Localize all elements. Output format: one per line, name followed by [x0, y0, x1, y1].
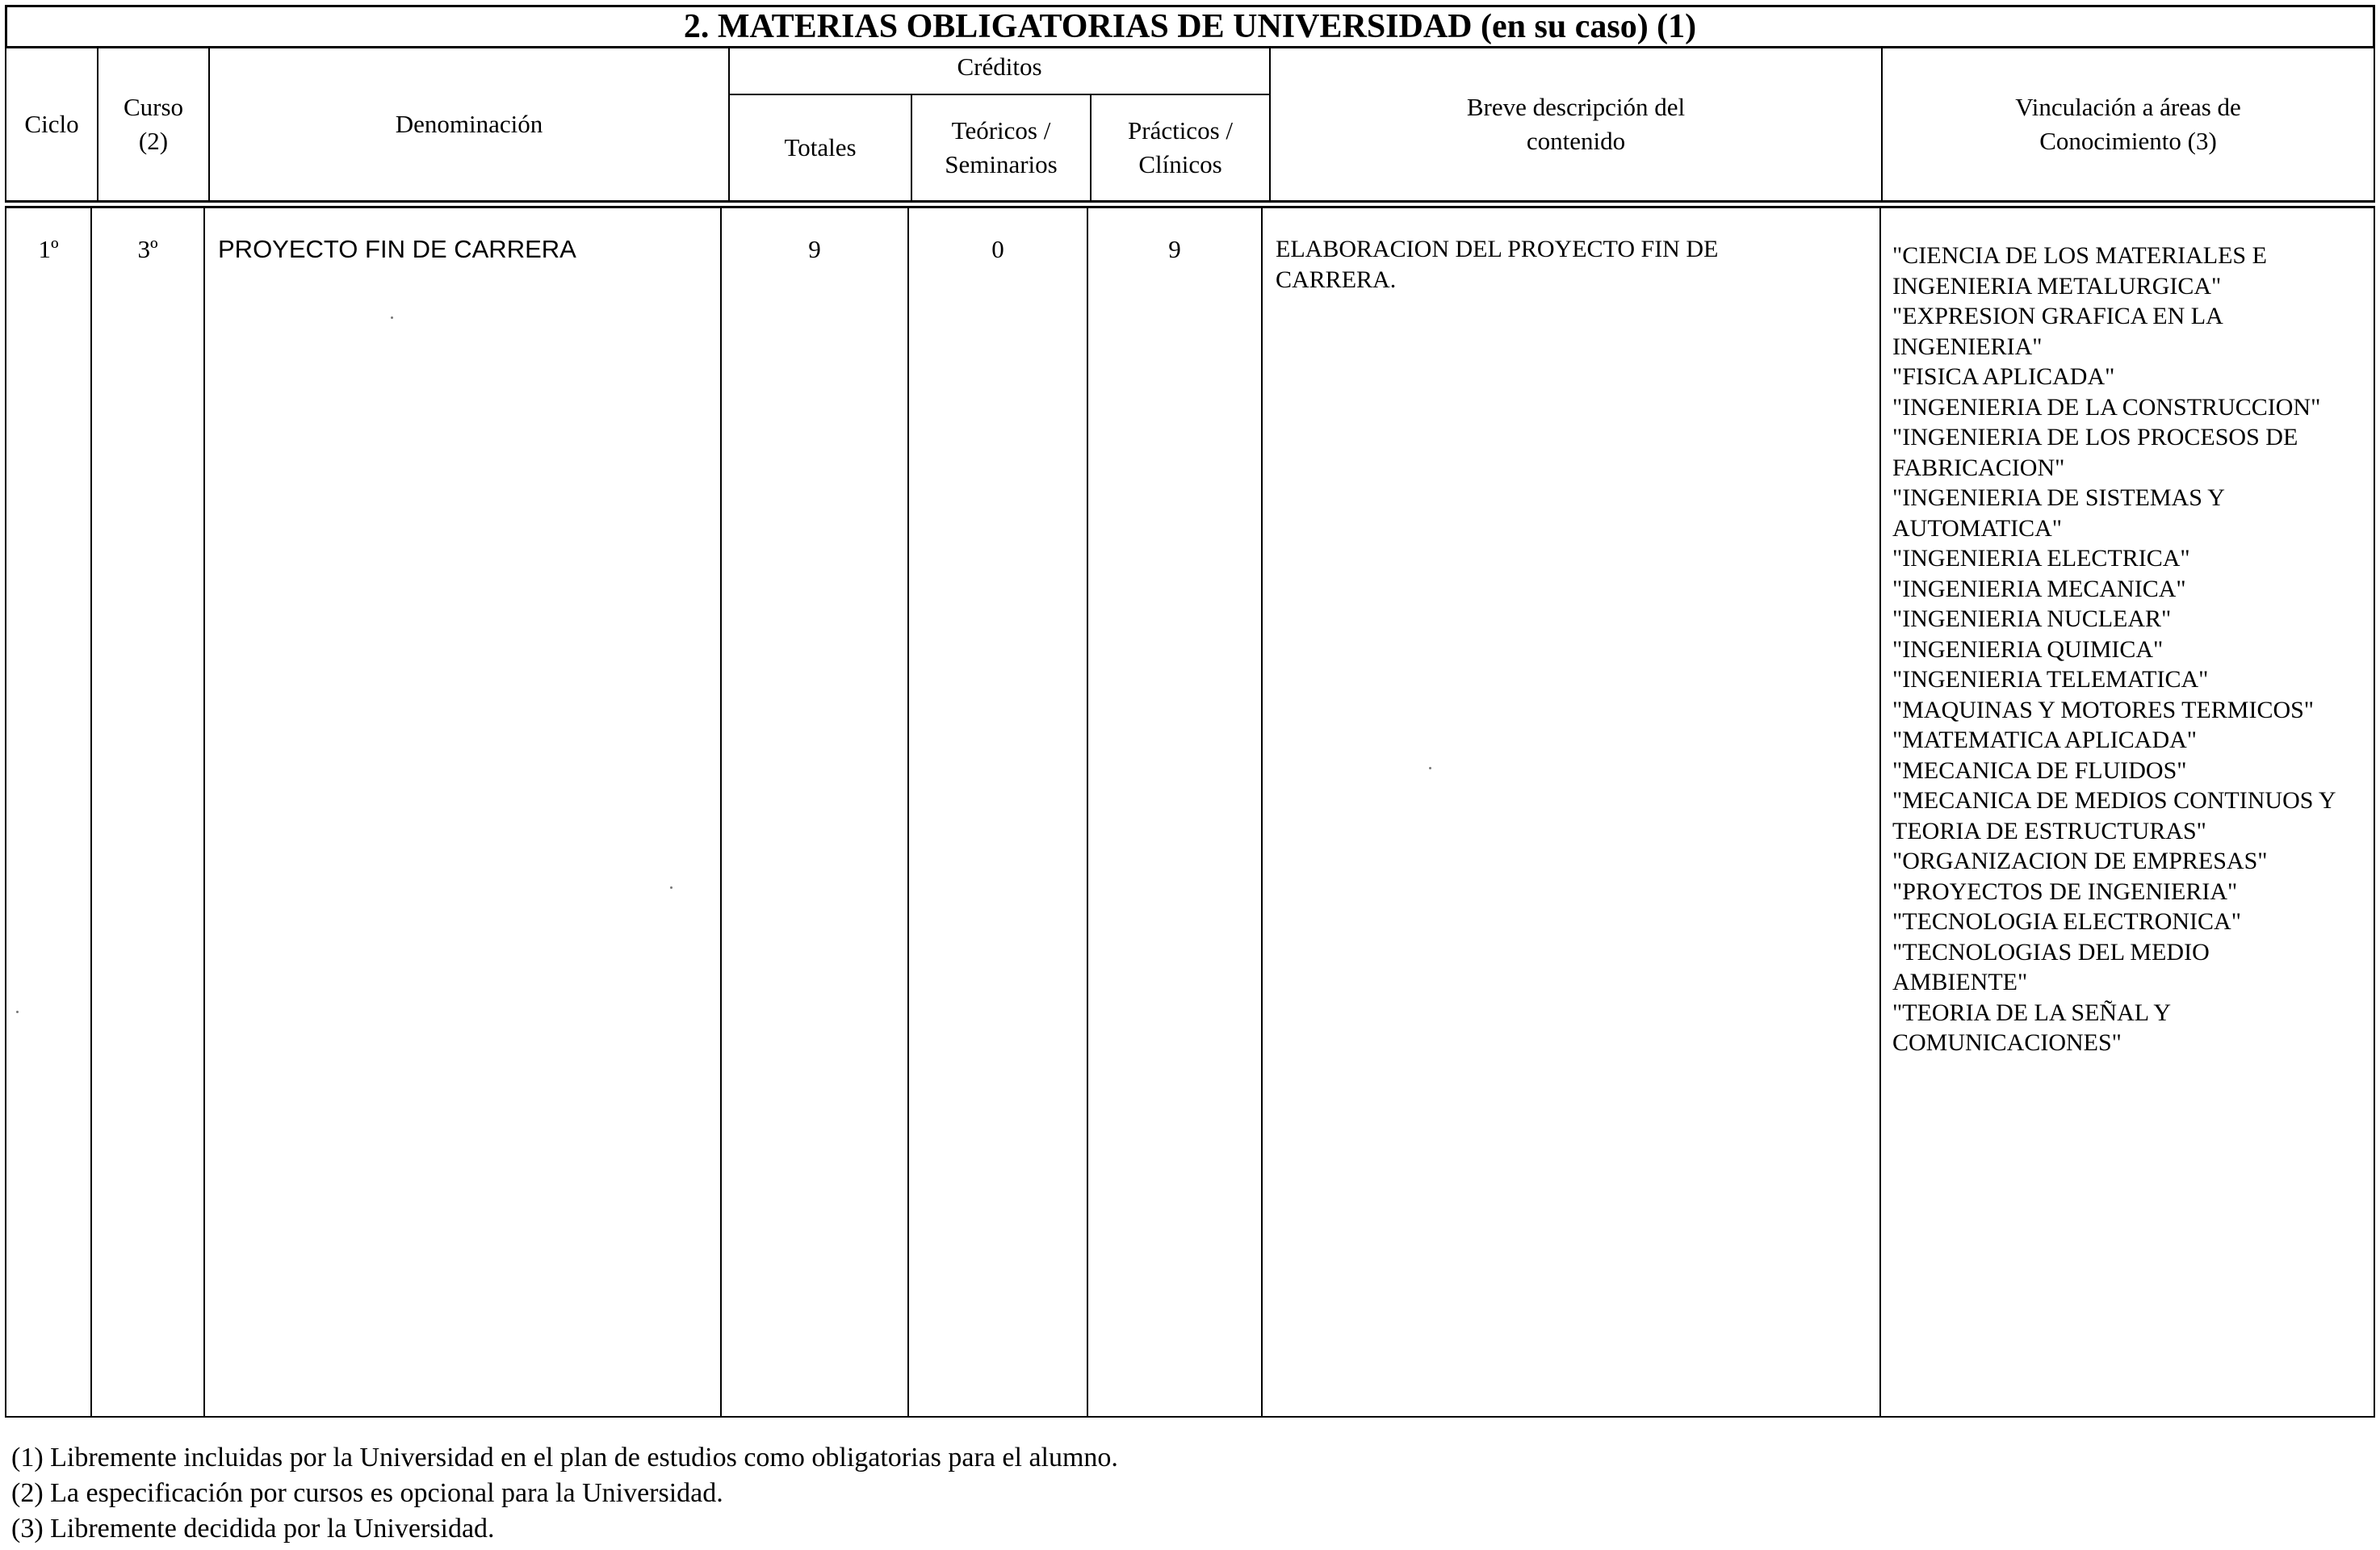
header-creditos: Créditos: [728, 47, 1271, 95]
cell-descripcion: ELABORACION DEL PROYECTO FIN DE CARRERA.: [1261, 207, 1881, 1418]
area-item: "EXPRESION GRAFICA EN LA INGENIERIA": [1892, 303, 2223, 360]
header-curso: Curso (2): [97, 47, 210, 202]
area-item: "TEORIA DE LA SEÑAL Y COMUNICACIONES": [1892, 999, 2171, 1056]
cell-denominacion: PROYECTO FIN DE CARRERA: [203, 207, 722, 1418]
scan-speck: [16, 1011, 19, 1013]
header-ciclo: Ciclo: [5, 47, 98, 202]
area-item: "INGENIERIA DE LOS PROCESOS DE FABRICACION": [1892, 424, 2298, 481]
header-totales: Totales: [728, 94, 912, 202]
footnotes: [11, 1440, 1118, 1547]
area-item: "MECANICA DE FLUIDOS": [1892, 756, 2187, 784]
area-item: "MAQUINAS Y MOTORES TERMICOS": [1892, 696, 2315, 723]
area-item: "INGENIERIA NUCLEAR": [1892, 605, 2172, 632]
area-item: "INGENIERIA ELECTRICA": [1892, 545, 2190, 572]
area-item: "TECNOLOGIA ELECTRONICA": [1892, 908, 2241, 935]
area-item: "PROYECTOS DE INGENIERIA": [1892, 878, 2238, 905]
header-vinculacion: Vinculación a áreas de Conocimiento (3): [1881, 47, 2375, 202]
cell-totales: 9: [720, 207, 909, 1418]
header-descripcion: Breve descripción del contenido: [1269, 47, 1883, 202]
cell-areas: [1879, 207, 2375, 1418]
scan-speck: [391, 316, 393, 319]
scan-speck: [1429, 767, 1431, 769]
footnote-2: (2) La especificación por cursos es opcional para la Universidad.: [11, 1478, 723, 1508]
area-item: "MATEMATICA APLICADA": [1892, 727, 2198, 753]
header-teoricos: Teóricos / Seminarios: [911, 94, 1092, 202]
area-item: "INGENIERIA DE SISTEMAS Y AUTOMATICA": [1892, 484, 2225, 542]
area-item: "CIENCIA DE LOS MATERIALES E INGENIERIA METALURGICA": [1892, 242, 2267, 300]
scan-speck: [670, 886, 673, 889]
header-practicos: Prácticos / Clínicos: [1090, 94, 1271, 202]
area-item: "TECNOLOGIAS DEL MEDIO AMBIENTE": [1892, 938, 2210, 995]
footnote-1: (1) Libremente incluidas por la Universidad en el plan de estudios como obligatorias para el alumno.: [11, 1443, 1118, 1472]
area-item: "INGENIERIA QUIMICA": [1892, 635, 2164, 663]
cell-practicos: 9: [1087, 207, 1263, 1418]
cell-ciclo: 1º: [5, 207, 92, 1418]
cell-teoricos: 0: [907, 207, 1088, 1418]
area-item: "ORGANIZACION DE EMPRESAS": [1892, 848, 2268, 874]
cell-curso: 3º: [90, 207, 205, 1418]
area-item: "INGENIERIA DE LA CONSTRUCCION": [1892, 393, 2321, 421]
area-item: "INGENIERIA MECANICA": [1892, 575, 2186, 602]
footnote-3: (3) Libremente decidida por la Universidad.: [11, 1514, 495, 1544]
header-denominacion: Denominación: [208, 47, 730, 202]
area-item: "FISICA APLICADA": [1892, 363, 2115, 390]
area-item: "INGENIERIA TELEMATICA": [1892, 666, 2209, 693]
area-item: "MECANICA DE MEDIOS CONTINUOS Y TEORIA DE ESTRUCTURAS": [1892, 787, 2336, 844]
page-title: 2. MATERIAS OBLIGATORIAS DE UNIVERSIDAD (en su caso) (1): [5, 5, 2375, 48]
